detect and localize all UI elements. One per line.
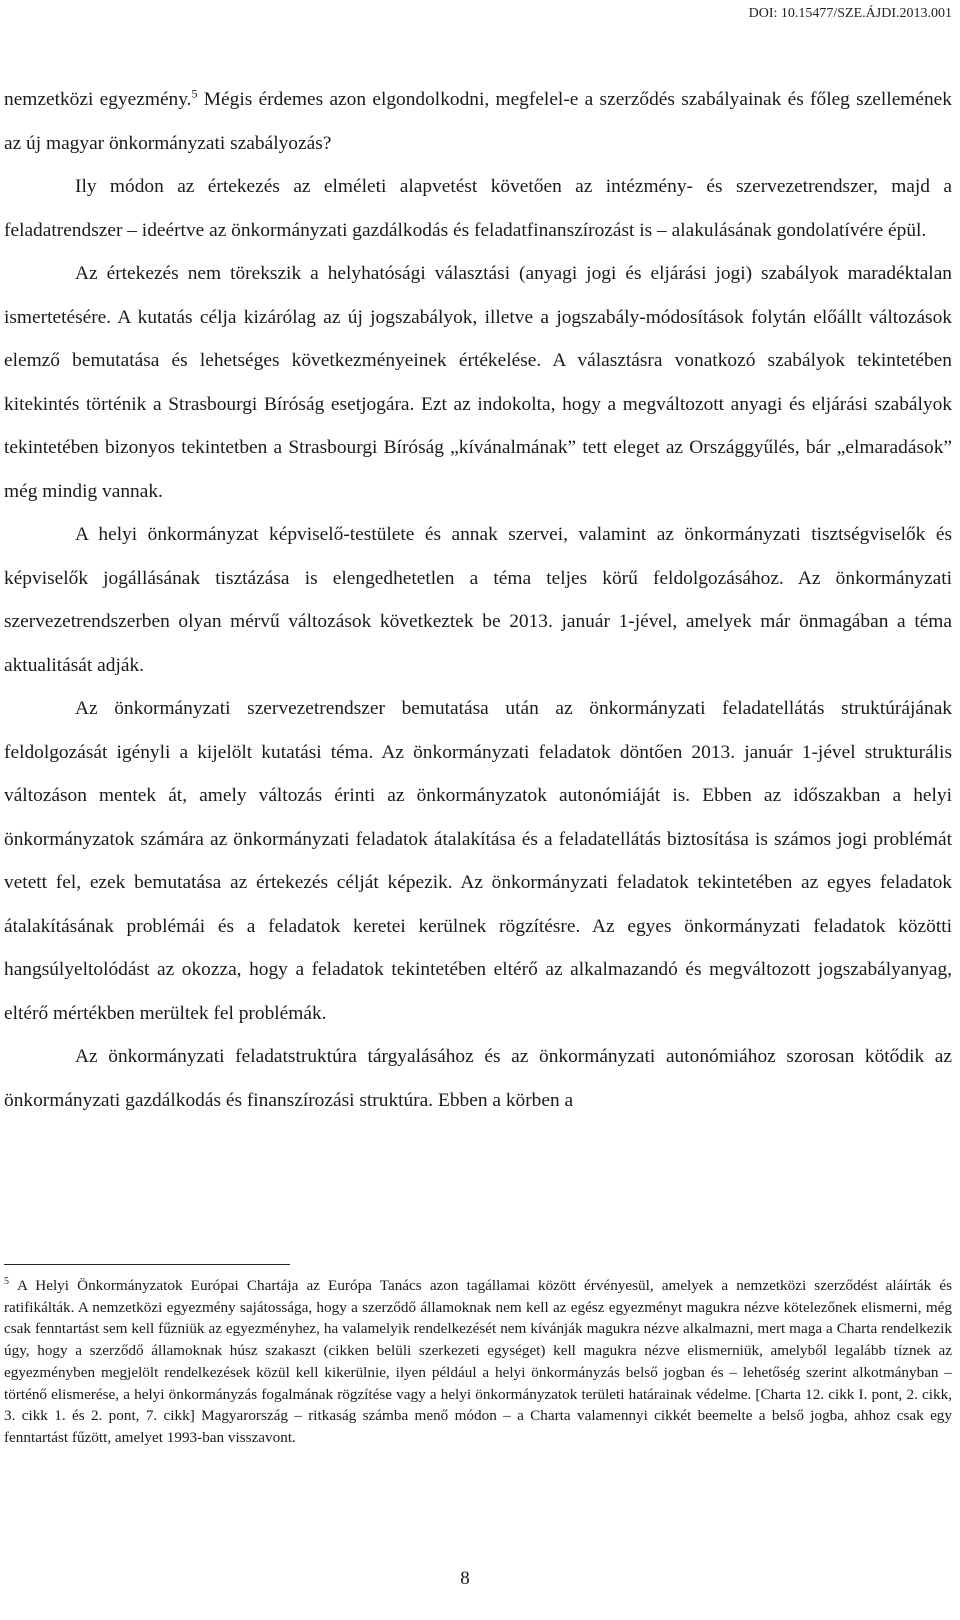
footnote-number: 5 xyxy=(4,1275,9,1287)
paragraph-text-part: nemzetközi egyezmény. xyxy=(4,89,192,110)
paragraph-continuation xyxy=(4,78,952,165)
footnote-separator xyxy=(4,1264,290,1265)
footnote-reference[interactable]: 5 xyxy=(191,86,198,101)
footnote xyxy=(4,1275,952,1449)
paragraph: A helyi önkormányzat képviselő-testülete és annak szervei, valamint az önkormányzati tisztségviselők és képviselők jogállásának tisztázása is elengedhetetlen a téma teljes körű feldolgozásához. Az önkormányzati szervezetrendszerben olyan mérvű változások következtek be 2013. január 1-jével, amelyek már önmagában a téma aktualitását adják. xyxy=(4,524,952,676)
page-number: 8 xyxy=(460,1568,470,1589)
paragraph-text-part: Mégis érdemes azon elgondolkodni, megfelel-e a szerződés szabályainak és főleg szellemének az új magyar önkormányzati szabályozás? xyxy=(4,89,952,154)
paragraph: Az értekezés nem törekszik a helyhatósági választási (anyagi jogi és eljárási jogi) szabályok maradéktalan ismertetésére. A kutatás célja kizárólag az új jogszabályok, illetve a jogszabály-módosítások folytán előállt változások elemző bemutatása és lehetséges következményeinek értékelése. A választásra vonatkozó szabályok tekintetében kitekintés történik a Strasbourgi Bíróság esetjogára. Ezt az indokolta, hogy a megváltozott anyagi és eljárási szabályok tekintetében bizonyos tekintetben a Strasbourgi Bíróság „kívánalmának” tett eleget az Országgyűlés, bár „elmaradások” még mindig vannak. xyxy=(4,263,952,502)
doi-header: DOI: 10.15477/SZE.ÁJDI.2013.001 xyxy=(748,6,952,21)
paragraph: Ily módon az értekezés az elméleti alapvetést követően az intézmény- és szervezetrendszer, majd a feladatrendszer – ideértve az önkormányzati gazdálkodás és feladatfinanszírozást is – alakulásának gondolatívére épül. xyxy=(4,176,952,241)
body-text xyxy=(4,78,952,1122)
paragraph: Az önkormányzati feladatstruktúra tárgyalásához és az önkormányzati autonómiához szorosan kötődik az önkormányzati gazdálkodás és finanszírozási struktúra. Ebben a körben a xyxy=(4,1046,952,1111)
paragraph: Az önkormányzati szervezetrendszer bemutatása után az önkormányzati feladatellátás struktúrájának feldolgozását igényli a kijelölt kutatási téma. Az önkormányzati feladatok döntően 2013. január 1-jével strukturális változáson mentek át, amely változás érinti az önkormányzatok autonómiáját is. Ebben az időszakban a helyi önkormányzatok számára az önkormányzati feladatok átalakítása és a feladatellátás biztosítása is számos jogi problémát vetett fel, ezek bemutatása az értekezés célját képezik. Az önkormányzati feladatok tekintetében az egyes feladatok átalakításának problémái és a feladatok keretei kerülnek rögzítésre. Az egyes önkormányzati feladatok közötti hangsúlyeltolódást az okozza, hogy a feladatok tekintetében eltérő az alkalmazandó és megváltozott jogszabályanyag, eltérő mértékben merültek fel problémák. xyxy=(4,698,952,1024)
footnote-text: A Helyi Önkormányzatok Európai Chartája az Európa Tanács azon tagállamai között érvényesül, amelyek a nemzetközi szerződést aláírták és ratifikálták. A nemzetközi egyezmény sajátossága, hogy a szerződő államoknak nem kell az egész egyezményt magukra nézve kötelezőnek elismerni, még csak fenntartást sem kell fűzniük az egyezményhez, ha valamelyik rendelkezését nem kívánják magukra nézve alkalmazni, mert maga a Charta rendelkezik úgy, hogy a szerződő államoknak húsz szakaszt (cikken belüli szerkezeti egységet) kell magukra nézve elismerniük, amelyből legalább tíznek az egyezményben megjelölt rendelkezések közül kell kikerülnie, ilyen például a helyi önkormányzás belső jogban és – lehetőség szerint alkotmányban – történő elismerése, a helyi önkormányzás fogalmának rögzítése vagy a helyi önkormányzatok területi határainak védelme. [Charta 12. cikk I. pont, 2. cikk, 3. cikk 1. és 2. pont, 7. cikk] Magyarország – ritkaság számba menő módon – a Charta valamennyi cikkét beemelte a belső jogba, ahhoz csak egy fenntartást fűzött, amelyet 1993-ban visszavont. xyxy=(4,1277,952,1446)
